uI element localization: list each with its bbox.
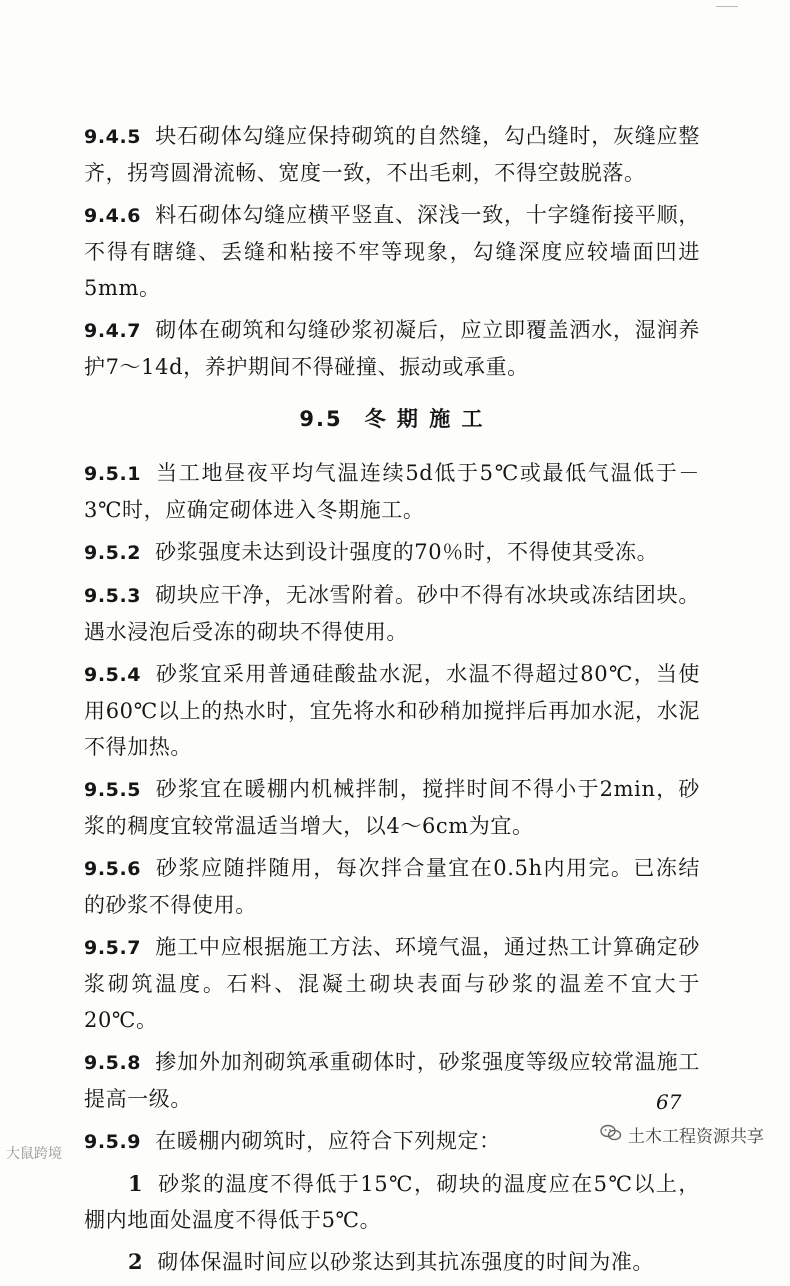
- clause-text: 在暖棚内砌筑时，应符合下列规定：: [155, 1129, 501, 1153]
- clause-text: 砌块应干净，无冰雪附着。砂中不得有冰块或冻结团块。遇水浸泡后受冻的砌块不得使用。: [84, 583, 700, 644]
- list-item: [84, 1166, 700, 1238]
- watermark-right: [600, 1122, 764, 1147]
- clause-text: 当工地昼夜平均气温连续5d低于5℃或最低气温低于－3℃时，应确定砌体进入冬期施工。: [84, 461, 700, 522]
- clause-number: 9.5.1: [84, 463, 142, 485]
- clause-9-5-5: [84, 771, 700, 844]
- clause-9-5-4: [84, 656, 700, 765]
- watermark-left: 大鼠跨境: [6, 1146, 62, 1162]
- section-heading: [84, 401, 700, 437]
- clause-9-5-7: [84, 929, 700, 1038]
- clause-9-4-6: [84, 197, 700, 306]
- clause-text: 料石砌体勾缝应横平竖直、深浅一致，十字缝衔接平顺，不得有瞎缝、丢缝和粘接不牢等现象，勾缝深度应较墙面凹进5mm。: [84, 203, 700, 300]
- page-number: 67: [656, 1090, 682, 1114]
- clause-text: 施工中应根据施工方法、环境气温，通过热工计算确定砂浆砌筑温度。石料、混凝土砌块表面与砂浆的温差不宜大于20℃。: [84, 935, 700, 1032]
- clause-number: 9.5.9: [84, 1131, 142, 1153]
- item-number: 1: [128, 1171, 144, 1196]
- watermark-right-text: 土木工程资源共享: [628, 1127, 764, 1147]
- clause-text: 砂浆强度未达到设计强度的70％时，不得使其受冻。: [155, 540, 659, 564]
- corner-mark: [716, 6, 738, 7]
- clause-text: 砂浆宜采用普通硅酸盐水泥，水温不得超过80℃，当使用60℃以上的热水时，宜先将水和砂稍加搅拌后再加水泥，水泥不得加热。: [84, 662, 700, 759]
- section-title: 冬 期 施 工: [364, 406, 485, 431]
- item-number: 2: [128, 1249, 144, 1274]
- item-text: 砌体保温时间应以砂浆达到其抗冻强度的时间为准。: [157, 1250, 655, 1274]
- clause-text: 砂浆应随拌随用，每次拌合量宜在0.5h内用完。已冻结的砂浆不得使用。: [84, 856, 700, 917]
- clause-9-4-7: [84, 312, 700, 385]
- item-text: 砂浆的温度不得低于15℃，砌块的温度应在5℃以上，棚内地面处温度不得低于5℃。: [84, 1172, 700, 1232]
- clause-text: 掺加外加剂砌筑承重砌体时，砂浆强度等级应较常温施工提高一级。: [84, 1050, 700, 1111]
- clause-number: 9.4.5: [84, 126, 142, 148]
- clause-9-4-5: [84, 118, 700, 191]
- clause-number: 9.5.3: [84, 585, 142, 607]
- clause-number: 9.5.5: [84, 779, 142, 801]
- clause-text: 砂浆宜在暖棚内机械拌制，搅拌时间不得小于2min，砂浆的稠度宜较常温适当增大，以4～6cm为宜。: [84, 777, 700, 838]
- clause-9-5-1: [84, 455, 700, 528]
- page-body: [84, 118, 700, 1286]
- clause-number: 9.5.2: [84, 542, 142, 564]
- section-number: 9.5: [299, 407, 343, 431]
- clause-text: 块石砌体勾缝应保持砌筑的自然缝，勾凸缝时，灰缝应整齐，拐弯圆滑流畅、宽度一致，不出毛刺，不得空鼓脱落。: [84, 124, 700, 185]
- clause-9-5-3: [84, 577, 700, 650]
- clause-number: 9.5.6: [84, 858, 142, 880]
- clause-9-5-6: [84, 850, 700, 923]
- clause-9-5-2: [84, 534, 700, 571]
- clause-number: 9.5.7: [84, 937, 142, 959]
- clause-number: 9.4.7: [84, 320, 142, 342]
- clause-text: 砌体在砌筑和勾缝砂浆初凝后，应立即覆盖洒水，湿润养护7～14d，养护期间不得碰撞、振动或承重。: [84, 318, 700, 379]
- wechat-icon: [600, 1124, 622, 1146]
- clause-number: 9.4.6: [84, 205, 142, 227]
- list-item: [84, 1244, 700, 1280]
- clause-number: 9.5.4: [84, 664, 142, 686]
- clause-number: 9.5.8: [84, 1052, 142, 1074]
- clause-9-5-8: [84, 1044, 700, 1117]
